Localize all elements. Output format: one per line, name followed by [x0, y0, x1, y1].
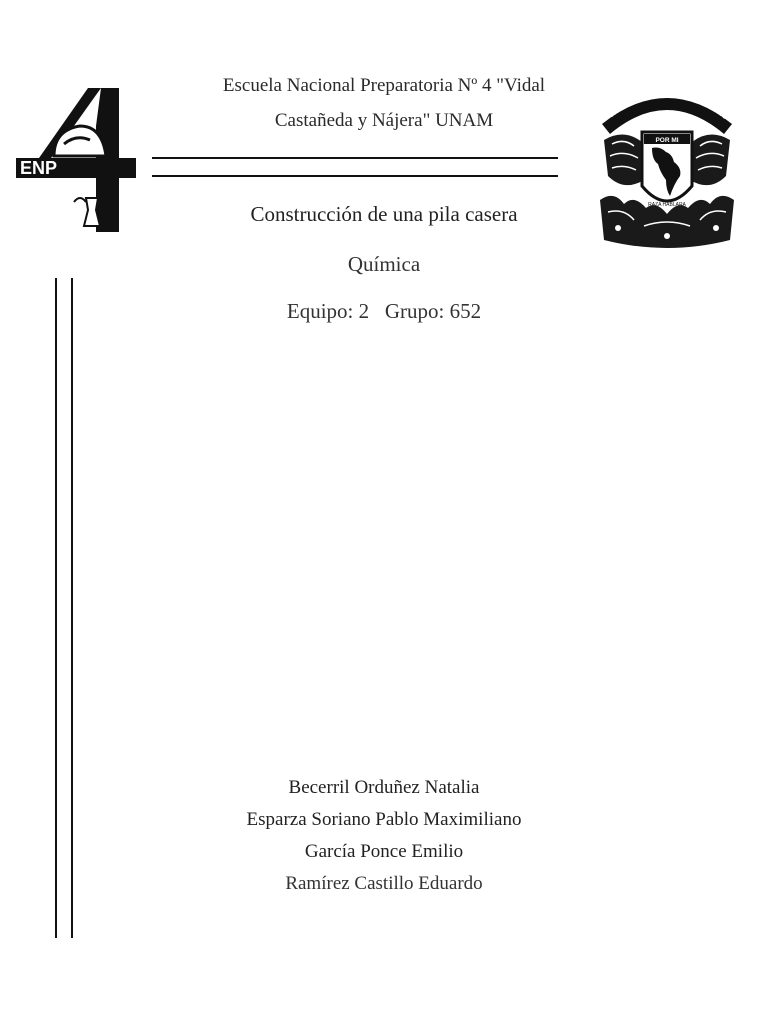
enp-text: ENP — [20, 158, 58, 178]
header-rule-top — [152, 157, 558, 159]
school-name-line-1: Escuela Nacional Preparatoria Nº 4 "Vidal — [222, 75, 546, 96]
subject-name: Química — [347, 252, 421, 276]
school-name-line-2: Castañeda y Nájera" UNAM — [274, 110, 494, 131]
document-title: Construcción de una pila casera — [250, 202, 518, 226]
svg-text:POR MI: POR MI — [655, 137, 679, 144]
enp-logo — [14, 86, 138, 232]
svg-text:RAZA HABLARA: RAZA HABLARA — [648, 202, 686, 208]
left-vertical-rule-inner — [71, 278, 73, 938]
member-name: Becerril Orduñez Natalia — [288, 777, 480, 798]
member-name: Esparza Soriano Pablo Maximiliano — [246, 809, 522, 830]
left-vertical-rule-outer — [55, 278, 57, 938]
team-group-line: Equipo: 2 Grupo: 652 — [286, 299, 482, 323]
header-rule-bottom — [152, 175, 558, 177]
member-name: García Ponce Emilio — [304, 841, 464, 862]
member-name: Ramírez Castillo Eduardo — [285, 873, 483, 894]
svg-text:UNIVERSIDAD NACIONAL AUTONOMA: UNIVERSIDAD NACIONAL AUTONO — [606, 89, 730, 122]
